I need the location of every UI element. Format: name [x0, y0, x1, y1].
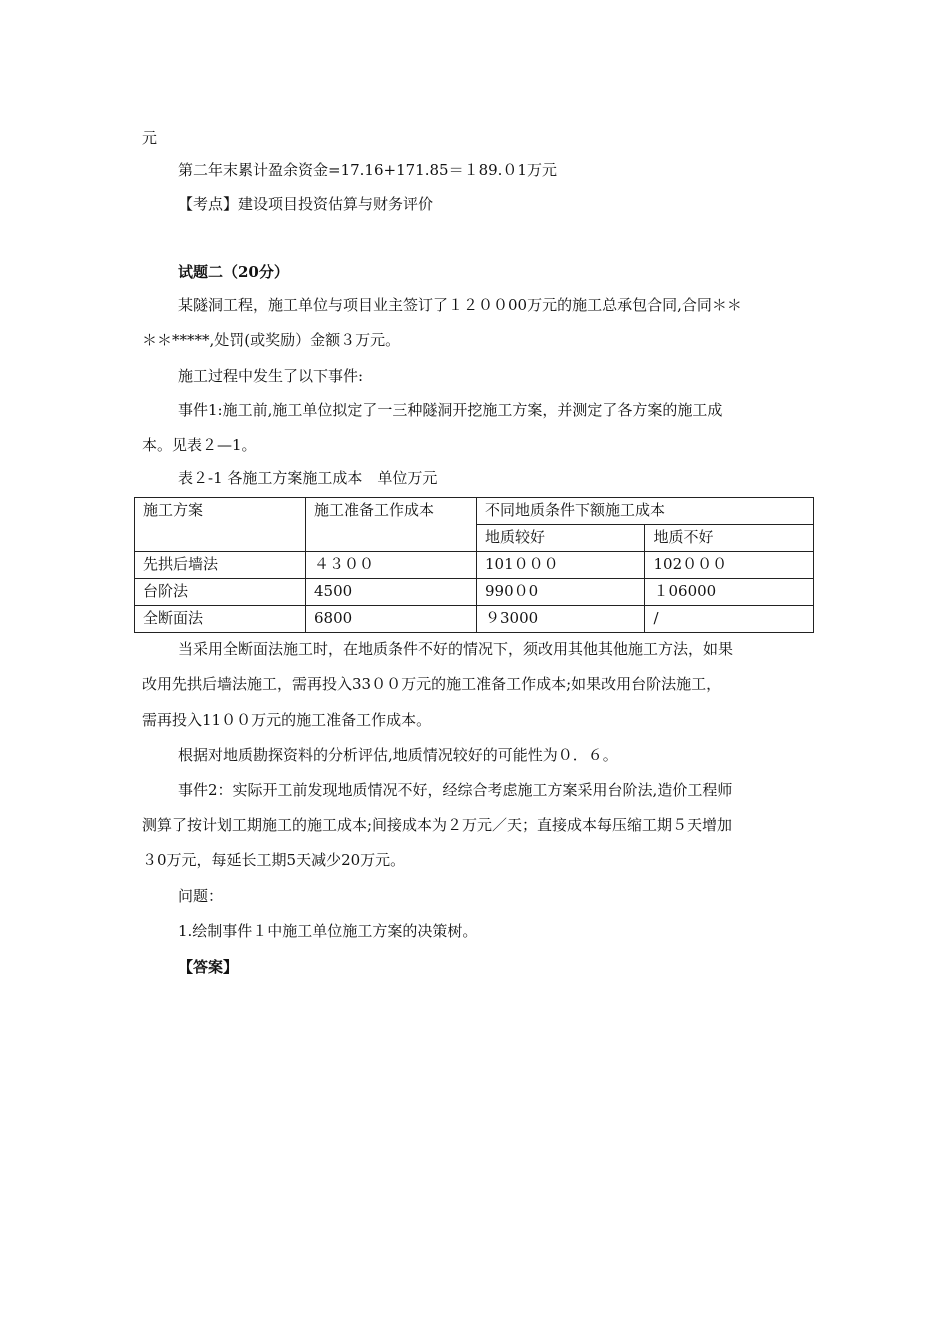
question-item: 1.绘制事件１中施工单位施工方案的决策树。	[178, 922, 478, 940]
header-prep-cost: 施工准备工作成本	[306, 498, 477, 552]
paragraph-line: 根据对地质勘探资料的分析评估,地质情况较好的可能性为０．６。	[178, 746, 618, 764]
cell-good: 101０００	[477, 552, 645, 579]
paragraph-line: 需再投入11００万元的施工准备工作成本。	[142, 711, 432, 729]
cell-bad: １06000	[645, 579, 814, 606]
section-heading: 试题二（20分）	[178, 263, 289, 281]
table-row	[135, 579, 814, 606]
header-scheme: 施工方案	[135, 498, 306, 552]
cost-table	[134, 497, 814, 633]
paragraph-line: 施工过程中发生了以下事件:	[178, 367, 364, 385]
header-geo-bad: 地质不好	[645, 525, 814, 552]
cell-good: 990０0	[477, 579, 645, 606]
cell-good: ９3000	[477, 606, 645, 633]
text-line: 【考点】建设项目投资估算与财务评价	[178, 195, 434, 213]
paragraph-line: 当采用全断面法施工时，在地质条件不好的情况下，须改用其他其他施工方法，如果	[178, 640, 734, 658]
paragraph-line: 事件1:施工前,施工单位拟定了一三种隧洞开挖施工方案，并测定了各方案的施工成	[178, 401, 723, 419]
table-header-row	[135, 498, 814, 525]
cell-bad: 102０００	[645, 552, 814, 579]
paragraph-line: ３0万元，每延长工期5天减少20万元。	[142, 851, 406, 869]
paragraph-line: 某隧洞工程，施工单位与项目业主签订了１２００00万元的施工总承包合同,合同＊＊	[178, 296, 742, 314]
paragraph-line: ＊＊*****,处罚(或奖励）金额３万元。	[142, 331, 401, 349]
cell-bad: /	[645, 606, 814, 633]
cell-scheme: 全断面法	[135, 606, 306, 633]
header-geo-good: 地质较好	[477, 525, 645, 552]
table-row	[135, 606, 814, 633]
paragraph-line: 事件2：实际开工前发现地质情况不好，经综合考虑施工方案采用台阶法,造价工程师	[178, 781, 733, 799]
text-line: 第二年末累计盈余资金=17.16+171.85＝１89.０1万元	[178, 161, 557, 179]
answer-label: 【答案】	[178, 958, 239, 976]
cell-prep: 6800	[306, 606, 477, 633]
header-geo-cost: 不同地质条件下额施工成本	[477, 498, 814, 525]
table-row	[135, 552, 814, 579]
cell-prep: ４３００	[306, 552, 477, 579]
paragraph-line: 本。见表２—1。	[142, 436, 257, 454]
text-line: 元	[142, 129, 158, 147]
table-caption: 表２-1 各施工方案施工成本 单位万元	[178, 469, 438, 487]
cell-scheme: 先拱后墙法	[135, 552, 306, 579]
paragraph-line: 测算了按计划工期施工的施工成本;间接成本为２万元／天；直接成本每压缩工期５天增加	[142, 816, 733, 834]
cell-prep: 4500	[306, 579, 477, 606]
cell-scheme: 台阶法	[135, 579, 306, 606]
question-label: 问题：	[178, 887, 224, 905]
paragraph-line: 改用先拱后墙法施工，需再投入33００万元的施工准备工作成本;如果改用台阶法施工，	[142, 675, 722, 693]
